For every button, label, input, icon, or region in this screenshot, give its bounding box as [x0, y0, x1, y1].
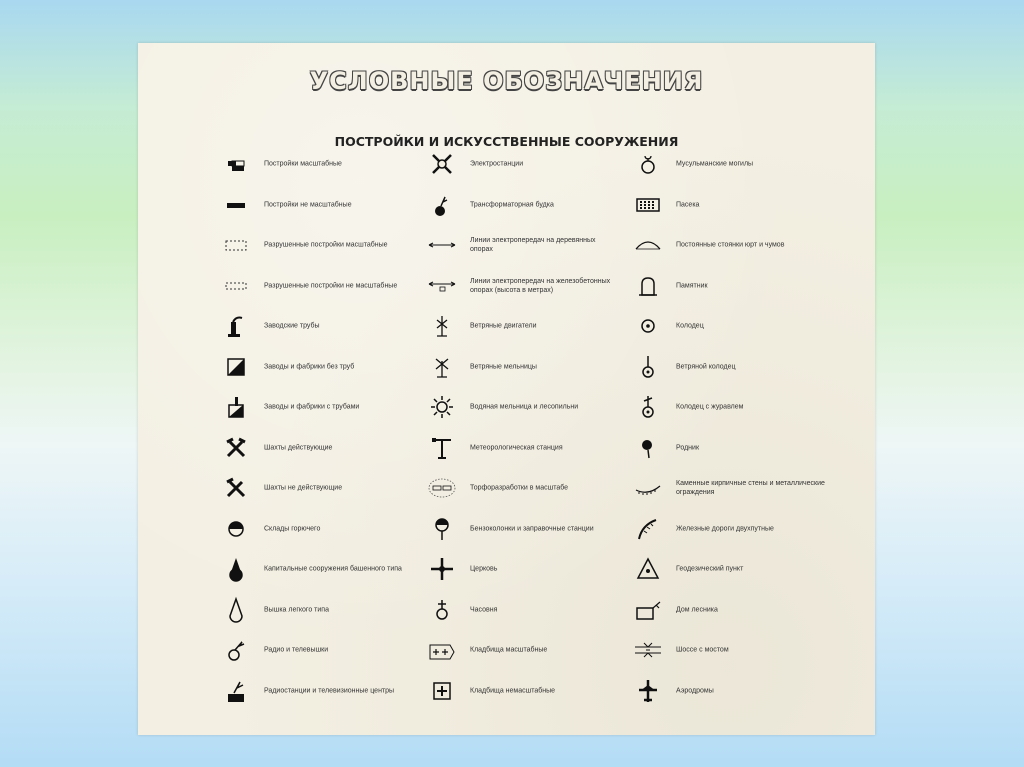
- legend-item-label: Памятник: [676, 282, 708, 289]
- tower-capital-icon: [222, 555, 250, 583]
- legend-item: [428, 351, 668, 383]
- legend-item: [634, 351, 874, 383]
- wind-well-icon: [634, 353, 662, 381]
- block-nonscale-icon: [222, 191, 250, 219]
- legend-item-label: Постройки масштабные: [264, 160, 342, 168]
- legend-item-label: Заводы и фабрики без труб: [264, 363, 355, 370]
- airfield-icon: [634, 677, 662, 705]
- fuel-depot-icon: [222, 515, 250, 543]
- cemetery-nonscale-icon: [428, 677, 456, 705]
- weather-station-icon: [428, 434, 456, 462]
- legend-item: [634, 189, 874, 221]
- legend-item-label: Трансформаторная будка: [470, 201, 554, 208]
- gas-station-icon: [428, 515, 456, 543]
- legend-item-label: Колодец: [676, 322, 704, 330]
- ruined-nonscale-icon: [222, 272, 250, 300]
- legend-item: [634, 229, 874, 261]
- legend-item: [428, 675, 668, 707]
- legend-item-label: Постройки не масштабные: [264, 201, 352, 208]
- railway-double-icon: [634, 515, 662, 543]
- crane-well-icon: [634, 393, 662, 421]
- legend-item: [634, 310, 874, 342]
- legend-item-label: Заводы и фабрики с трубами: [264, 403, 360, 411]
- legend-item-label: Вышка легкого типа: [264, 606, 329, 613]
- legend-item: [428, 148, 668, 180]
- legend-item: [634, 432, 874, 464]
- legend-item-label: Радио и телевышки: [264, 646, 329, 654]
- legend-item: [222, 391, 462, 423]
- wall-fence-icon: [634, 474, 662, 502]
- legend-item-label: Шахты действующие: [264, 444, 333, 451]
- factory-chimney-icon: [222, 312, 250, 340]
- legend-item-label: Торфоразработки в масштабе: [470, 484, 569, 492]
- ruined-scale-icon: [222, 231, 250, 259]
- forester-house-icon: [634, 596, 662, 624]
- legend-item: [634, 472, 874, 504]
- legend-item: [222, 513, 462, 545]
- legend-item: [222, 310, 462, 342]
- watermill-icon: [428, 393, 456, 421]
- legend-item-label: Заводские трубы: [264, 322, 320, 330]
- legend-item-label: Водяная мельница и лесопильни: [470, 403, 579, 411]
- legend-item-label: Мусульманские могилы: [676, 160, 754, 168]
- legend-item-label: Кладбища масштабные: [470, 646, 548, 654]
- legend-item: [222, 553, 462, 585]
- peat-works-icon: [428, 474, 456, 502]
- legend-item: [222, 229, 462, 261]
- legend-item: [428, 189, 668, 221]
- legend-item: [428, 513, 668, 545]
- legend-item-label: Шахты не действующие: [264, 484, 343, 492]
- legend-item-label: Капитальные сооружения башенного типа: [264, 565, 402, 573]
- legend-item-label: Колодец с журавлем: [676, 403, 744, 411]
- highway-bridge-icon: [634, 636, 662, 664]
- legend-item: [428, 310, 668, 342]
- legend-item-label: Железные дороги двухпутные: [676, 525, 774, 532]
- geodetic-point-icon: [634, 555, 662, 583]
- legend-item: [634, 148, 874, 180]
- spring-icon: [634, 434, 662, 462]
- radio-tower-icon: [222, 636, 250, 664]
- legend-item: [634, 594, 874, 626]
- legend-item-label: Ветряные мельницы: [470, 363, 537, 370]
- legend-item-label: Ветряной колодец: [676, 363, 736, 370]
- legend-item-label: Электростанции: [470, 160, 524, 168]
- legend-item: [428, 229, 668, 261]
- cemetery-scale-icon: [428, 636, 456, 664]
- legend-item-label: Разрушенные постройки масштабные: [264, 241, 388, 249]
- legend-item-label: Радиостанции и телевизионные центры: [264, 687, 395, 694]
- legend-item-label: Дом лесника: [676, 606, 718, 613]
- legend-item-label: Церковь: [470, 565, 498, 573]
- legend-item: [222, 189, 462, 221]
- windmill-icon: [428, 353, 456, 381]
- muslim-grave-icon: [634, 150, 662, 178]
- monument-icon: [634, 272, 662, 300]
- block-scale-icon: [222, 150, 250, 178]
- church-icon: [428, 555, 456, 583]
- legend-item-label: Бензоколонки и заправочные станции: [470, 525, 594, 532]
- legend-item: [222, 351, 462, 383]
- light-tower-icon: [222, 596, 250, 624]
- legend-item: [428, 634, 668, 666]
- legend-item: [222, 270, 462, 302]
- power-line-wood-icon: [428, 231, 456, 259]
- legend-item-label: Пасека: [676, 201, 700, 208]
- legend-item-label: Разрушенные постройки не масштабные: [264, 282, 398, 289]
- legend-item: [222, 432, 462, 464]
- legend-item: [428, 472, 668, 504]
- legend-item-label: Часовня: [470, 606, 498, 613]
- mine-inactive-icon: [222, 474, 250, 502]
- legend-item: [222, 675, 462, 707]
- legend-item-label: Метеорологическая станция: [470, 444, 563, 451]
- legend-item-label: Шоссе с мостом: [676, 646, 729, 654]
- legend-item: [634, 675, 874, 707]
- legend-item: [634, 391, 874, 423]
- legend-item: [222, 594, 462, 626]
- legend-item-label: Родник: [676, 444, 700, 451]
- legend-item: [634, 270, 874, 302]
- legend-item: [222, 634, 462, 666]
- legend-item: [634, 513, 874, 545]
- factory-with-chimney-icon: [222, 393, 250, 421]
- radio-station-icon: [222, 677, 250, 705]
- legend-item: [428, 432, 668, 464]
- legend-item: [428, 270, 668, 302]
- wind-engine-icon: [428, 312, 456, 340]
- legend-item-label: Постоянные стоянки юрт и чумов: [676, 241, 785, 249]
- well-icon: [634, 312, 662, 340]
- legend-item: [222, 148, 462, 180]
- apiary-icon: [634, 191, 662, 219]
- yurt-camp-icon: [634, 231, 662, 259]
- legend-item: [428, 594, 668, 626]
- power-plant-icon: [428, 150, 456, 178]
- section-subtitle: ПОСТРОЙКИ И ИСКУССТВЕННЫЕ СООРУЖЕНИЯ: [334, 134, 679, 149]
- legend-item: [634, 553, 874, 585]
- page-title: УСЛОВНЫЕ ОБОЗНАЧЕНИЯ: [309, 67, 704, 95]
- legend-item-label: Ветряные двигатели: [470, 322, 537, 330]
- factory-no-chimney-icon: [222, 353, 250, 381]
- legend-item: [634, 634, 874, 666]
- legend-item: [428, 391, 668, 423]
- legend-item: [222, 472, 462, 504]
- legend-item-label: Линии электропередач на железобетонных опорах (высота в метрах): [470, 277, 611, 294]
- mine-active-icon: [222, 434, 250, 462]
- legend-item-label: Геодезический пункт: [676, 565, 744, 573]
- legend-sheet: [138, 43, 875, 735]
- chapel-icon: [428, 596, 456, 624]
- legend-item-label: Линии электропередач на деревянных опорах: [470, 237, 596, 253]
- legend-item: [428, 553, 668, 585]
- legend-item-label: Аэродромы: [676, 687, 714, 694]
- transformer-icon: [428, 191, 456, 219]
- legend-item-label: Каменные кирпичные стены и металлические ограждения: [676, 480, 825, 496]
- legend-item-label: Кладбища немасштабные: [470, 687, 556, 694]
- power-line-concrete-icon: [428, 272, 456, 300]
- legend-item-label: Склады горючего: [264, 525, 321, 532]
